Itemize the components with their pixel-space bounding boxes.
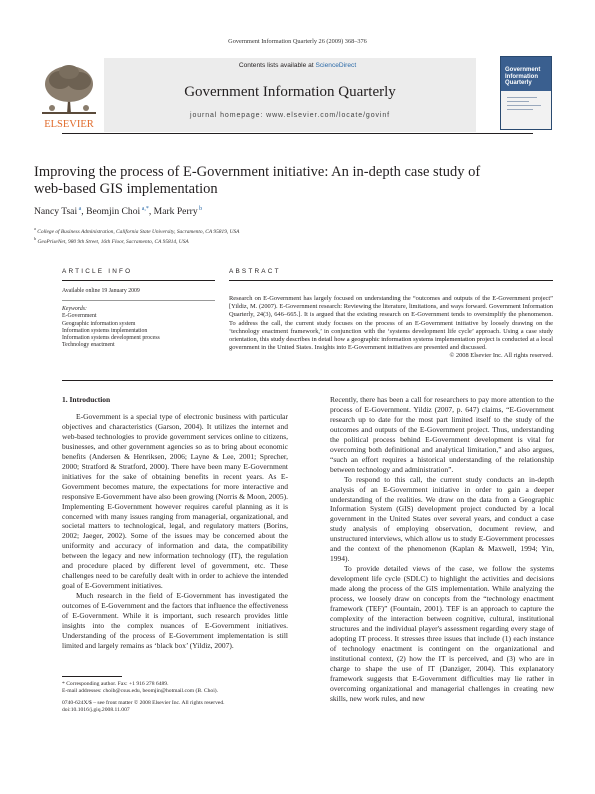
divider [62,280,215,281]
abstract-block [229,295,553,361]
cover-title: Government Information Quarterly [505,67,541,87]
footnote-rule [62,676,122,677]
abstract-heading: ABSTRACT [229,268,281,275]
affiliation-mark[interactable]: b [197,206,203,212]
doi-link[interactable]: doi:10.1016/j.giq.2008.11.007 [62,707,130,714]
keyword: Geographic information system [62,320,136,327]
corresponding-author-note: * Corresponding author. Fax: +1 916 278 6489. [62,681,169,687]
keyword: Information systems development process [62,335,160,342]
footnotes [62,681,218,695]
divider [62,380,553,381]
divider [62,300,215,301]
keywords-label: Keywords: [62,306,87,312]
contents-prefix: Contents lists available at [238,62,314,69]
affiliation-b: $^b$ GeoPriseNet, 980 9th Street, 16th Floor, Sacramento, CA 95814, USA [34,236,189,245]
issn-line: 0740-624X/$ – see front matter © 2008 Elsevier Inc. All rights reserved. [62,700,225,706]
journal-homepage[interactable]: journal homepage: www.elsevier.com/locate/govinf [189,112,390,119]
body-left-column [62,412,288,651]
email-note[interactable]: E-mail addresses: choib@csus.edu, beomjin@hotmail.com (B. Choi). [62,688,219,695]
paragraph: To respond to this call, the current study conducts an in-depth analysis of an E-Government initiative in order to gain a deeper understanding of the realities. We draw on the data from a Geographic Information System (GIS) development project conducted by a local government in the United States over several years, and conduct a case study analysis of employing observation, document review, and unstructured interviews, which allow us to study E-Government processes and the context of the phenomenon (Kaplan & Maxwell, 1994; Yin, 1994). [330,474,554,564]
title-line-2: web-based GIS implementation [34,181,218,197]
affiliation-mark[interactable]: a [77,206,82,212]
body-right-column [330,395,554,704]
affiliation-mark[interactable]: a,* [140,206,149,212]
article-info-heading: ARTICLE INFO [62,268,133,275]
keyword: Information systems implementation [62,327,148,334]
paragraph: To provide detailed views of the case, we follow the systems development life cycle (SDLC) to highlight the activities and decisions made along the process of the GIS implementation. While analyzing the process, we loosely draw on concepts from the “technology enactment framework (TEF)” (Fountain, 2001). TEF is an approach to capture the complexity of the interaction between cognitive, cultural, institutional structures and the individual player's assessment regarding every stage of adopting IT process. It stresses three issues that include (1) each instance of technology enactment is contingent on the organizational and institutional context, (2) how the IT is perceived, and (3) who are in charge to shape the use of IT (Danziger, 2004). This explanatory framework suggests that E-Government difficulties may lie rather in overcoming organizational and managerial challenges in creating new skills, new work rules, and new [330,564,554,703]
running-header: Government Information Quarterly 26 (2009) 368–376 [228,38,367,45]
available-online: Available online 19 January 2009 [62,288,140,294]
section-heading: 1. Introduction [62,395,111,404]
keywords-block [62,306,215,350]
author-name[interactable]: Beomjin Choi [86,206,141,218]
sciencedirect-link[interactable]: ScienceDirect [315,62,357,69]
keyword: Technology enactment [62,342,115,349]
publication-info [62,700,225,714]
keyword: E-Government [62,313,97,320]
divider [229,280,553,281]
cover-lower-panel [501,91,552,130]
author-list: Nancy Tsai $^a$, Beomjin Choi $^{a,*}$, Mark Perry $^b$ [34,206,203,218]
publisher-wordmark: ELSEVIER [44,119,94,130]
article-title [34,164,534,198]
author-name[interactable]: Nancy Tsai [34,206,78,218]
affiliation-a: $^a$ College of Business Administration, California State University, Sacramento, CA 95819, USA [34,226,240,235]
abstract-text: Research on E-Government has largely focused on understanding the “outcomes and outputs of the E-Government project” [Yildiz, M. (2007). E-Government research: Reviewing the literature, limitations, and ways forward. Government Information Quarterly, 24(3), 646–665.]. It is argued that the existing research on E-Government tends to oversimplify the phenomenon. To address the call, the current study focuses on the process of an E-Government initiative by loosely drawing on the ‘technology enactment framework,’ in conjunction with the ‘systems development life cycle’ approach. Using a case study orientation, this study describes in detail how a geographic information systems implementation project is conducted at a local government in the United States. Insights into E-Government initiatives are presented and discussed. [229,295,553,352]
abstract-copyright: © 2008 Elsevier Inc. All rights reserved. [449,352,553,360]
title-line-1: Improving the process of E-Government initiative: An in-depth case study of [34,164,481,180]
journal-cover-image [500,56,552,130]
journal-name: Government Information Quarterly [184,84,396,100]
paragraph: Recently, there has been a call for researchers to pay more attention to the process of E-Government. Yildiz (2007, p. 647) claims, “E-Government research up to date for the most part limited itself to the study of the outcomes and outputs of the E-Government project. Thus, understanding the political process behind E-Government development is vital for overcoming both definitional and analytical limitation,” and also argues, “such an effort requires a historical understanding of the relationship between technology and administration”. [330,395,554,474]
paragraph: Much research in the field of E-Government has investigated the outcomes of E-Government and the factors that influence the effectiveness of E-Government. While it is important, such research provides little insights into the complex nuances of E-Government initiatives. Understanding of the process of E-Government implementation is still limited and largely remains as ‘black box’ (Yildiz, 2007). [62,591,288,650]
author-name[interactable]: Mark Perry [153,206,198,218]
paragraph: E-Government is a special type of electronic business with particular objectives and characteristics (Garson, 2004). It utilizes the internet and web-based technologies to provide government services online to citizens, businesses, and other government agencies so as to bring about economic benefits (Andersen & Henriksen, 2006; Layne & Lee, 2001; Sprecher, 2000; Stratford & Stratford, 2000). There have been many E-Government initiatives for the sake of obtaining benefits in recent years. As E-Government becomes mature, the expectations for more interactive and responsive E-Government have also been growing (Norris & Moon, 2005). Implementing E-Government however requires careful planning as it is concerned with many issues ranging from managerial, organizational, and societal matters to technological, legal, and regulatory matters (Borins, 2002; Jaeger, 2002). Some of the issues may be concerned about the uniformity and accuracy of information and data, the compatibility between the legacy and new information technology (IT), the regulation and procedure placed by different level of government, etc. These challenges need to be carefully dealt with in order to achieve the intended goal of E-Government initiatives. [62,412,288,591]
